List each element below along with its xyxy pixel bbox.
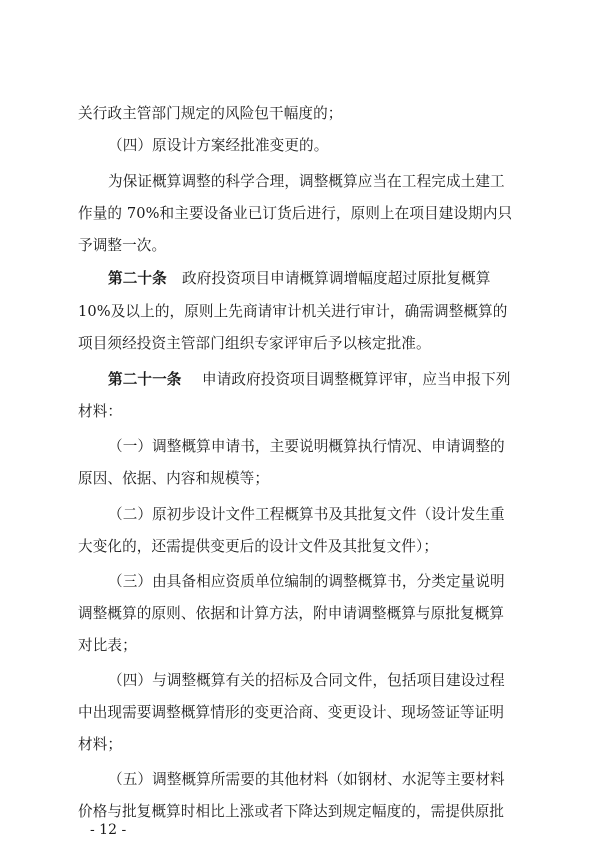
list-item-5: （五）调整概算所需要的其他材料（如钢材、水泥等主要材料: [108, 771, 505, 788]
text-line: 为保证概算调整的科学合理，调整概算应当在工程完成土建工: [108, 173, 505, 190]
list-item-2: （二）原初步设计文件工程概算书及其批复文件（设计发生重: [108, 506, 505, 523]
list-item-1: （一）调整概算申请书，主要说明概算执行情况、申请调整的: [108, 438, 505, 455]
page-number: - 12 -: [90, 822, 127, 838]
text-line: 材料：: [78, 403, 123, 420]
text-line: 予调整一次。: [78, 237, 167, 254]
text-line: 关行政主管部门规定的风险包干幅度的；: [78, 105, 343, 122]
text-line: 中出现需要调整概算情形的变更洽商、变更设计、现场签证等证明: [78, 704, 505, 721]
text-line: 政府投资项目申请概算调增幅度超过原批复概算: [182, 270, 491, 287]
clause-item-4: （四）原设计方案经批准变更的。: [108, 137, 329, 154]
article-21-heading: 第二十一条: [108, 371, 182, 388]
text-line: 调整概算的原则、依据和计算方法，附申请调整概算与原批复概算: [78, 605, 505, 622]
article-20-heading: 第二十条: [108, 270, 167, 287]
text-line: 大变化的，还需提供变更后的设计文件及其批复文件）；: [78, 538, 439, 555]
text-line: 原因、依据、内容和规模等；: [78, 470, 270, 487]
text-line: 对比表；: [78, 637, 137, 654]
list-item-3: （三）由具备相应资质单位编制的调整概算书，分类定量说明: [108, 573, 505, 590]
list-item-4: （四）与调整概算有关的招标及合同文件，包括项目建设过程: [108, 672, 505, 689]
text-line: 材料；: [78, 736, 123, 753]
text-line: 价格与批复概算时相比上涨或者下降达到规定幅度的，需提供原批: [78, 803, 505, 820]
text-line: 项目须经投资主管部门组织专家评审后予以核定批准。: [78, 335, 431, 352]
text-line: 10%及以上的，原则上先商请审计机关进行审计，确需调整概算的: [78, 303, 508, 320]
text-line: 申请政府投资项目调整概算评审，应当申报下列: [202, 371, 511, 388]
text-line: 作量的 70%和主要设备业已订货后进行，原则上在项目建设期内只: [78, 205, 513, 222]
